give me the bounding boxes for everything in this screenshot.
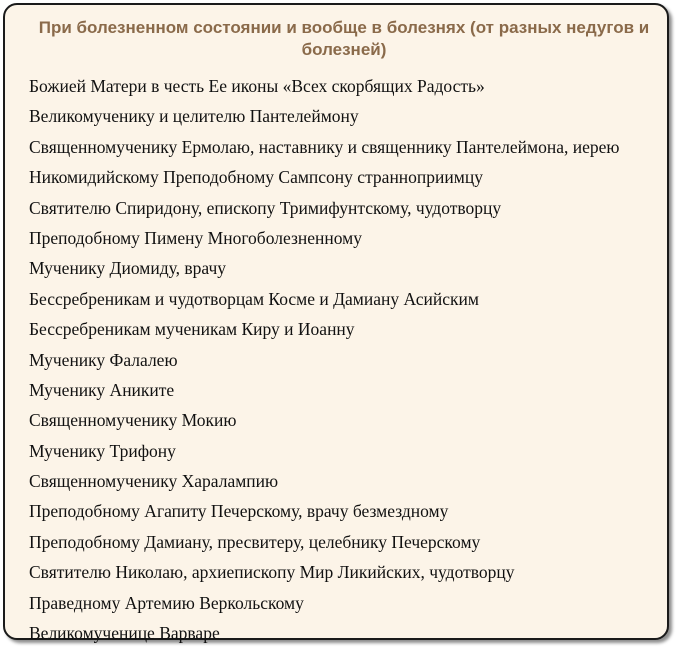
list-item: Преподобному Дамиану, пресвитеру, целебнику Печерскому (29, 531, 481, 552)
list-item: Бессребреникам мученикам Киру и Иоанну (29, 319, 355, 340)
list-item: Мученику Фалалею (29, 349, 178, 370)
list-item: Святителю Николаю, архиепископу Мир Ликийских, чудотворцу (29, 562, 515, 583)
list-item: Божией Матери в честь Ее иконы «Всех скорбящих Радость» (29, 76, 485, 96)
content-panel (3, 3, 669, 644)
list-item: Никомидийскому Преподобному Сампсону странноприимцу (29, 167, 483, 188)
list-item: Мученику Трифону (29, 440, 176, 461)
list-item: Великомученице Варваре (29, 623, 220, 644)
list-item: Священномученику Ермолаю, наставнику и священнику Пантелеймона, иерею (29, 136, 620, 157)
saints-list (29, 71, 619, 648)
list-item: Святителю Спиридону, епископу Тримифунтскому, чудотворцу (29, 197, 502, 218)
list-item: Праведному Артемию Веркольскому (29, 592, 304, 613)
section-title: При болезненном состоянии и вообще в болезнях (от разных недугов и болезней) (38, 18, 650, 59)
list-item: Мученику Диомиду, врачу (29, 258, 226, 279)
list-item: Бессребреникам и чудотворцам Косме и Дамиану Асийским (29, 288, 479, 309)
list-item: Священномученику Мокию (29, 410, 237, 431)
list-item: Священномученику Харалампию (29, 471, 279, 492)
list-item: Преподобному Агапиту Печерскому, врачу безмездному (29, 501, 449, 522)
list-item: Великомученику и целителю Пантелеймону (29, 106, 359, 127)
list-item: Мученику Аниките (29, 379, 175, 400)
list-item: Преподобному Пимену Многоболезненному (29, 227, 362, 248)
